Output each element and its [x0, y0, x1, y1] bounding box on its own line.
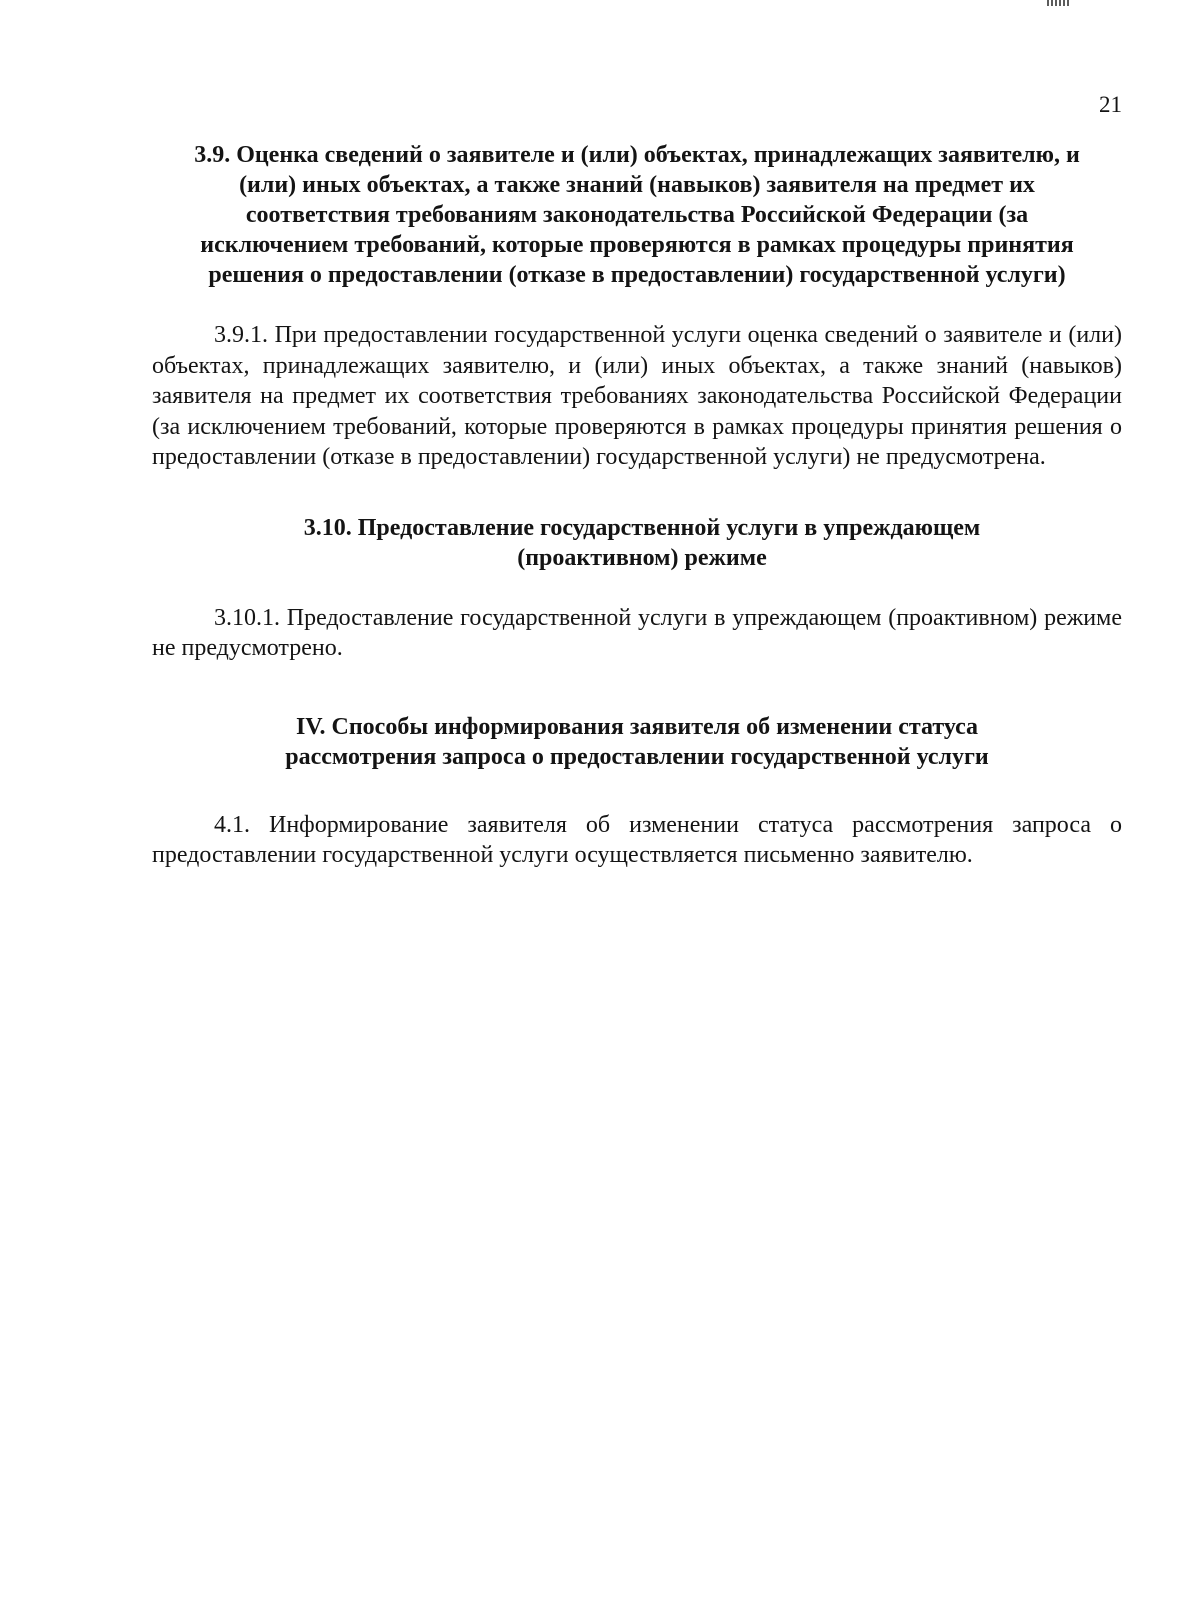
section-3-10-heading: 3.10. Предоставление государственной услуги в упреждающем (проактивном) режиме: [303, 514, 981, 571]
document-body: [152, 140, 1122, 871]
section-3-9-1-paragraph: 3.9.1. При предоставлении государственной услуги оценка сведений о заявителе и (или) объектах, принадлежащих заявителю, и (или) иных объектах, а также знаний (навыков) заявителя на предмет их соответствия требованиях законодательства Российской Федерации (за исключением требований, которые проверяются в рамках процедуры принятия решения о предоставлении (отказе в предоставлении) государственной услуги) не предусмотрена.: [152, 322, 1122, 470]
section-3-10-1-paragraph: 3.10.1. Предоставление государственной услуги в упреждающем (проактивном) режиме не предусмотрено.: [152, 604, 1122, 661]
page-number: 21: [1099, 92, 1122, 117]
section-4-1-paragraph: 4.1. Информирование заявителя об изменении статуса рассмотрения запроса о предоставлении государственной услуги осуществляется письменно заявителю.: [152, 811, 1122, 868]
section-iv-heading: IV. Способы информирования заявителя об изменении статуса рассмотрения запроса о предоставлении государственной услуги: [285, 713, 989, 770]
section-3-9-heading: 3.9. Оценка сведений о заявителе и (или) объектах, принадлежащих заявителю, и (или) иных объектах, а также знаний (навыков) заявителя на предмет их соответствия требованиям законодательства Российской Федерации (за исключением требований, которые проверяются в рамках процедуры принятия решения о предоставлении (отказе в предоставлении) государственной услуги): [194, 142, 1080, 288]
scan-artifact: [1047, 0, 1069, 6]
